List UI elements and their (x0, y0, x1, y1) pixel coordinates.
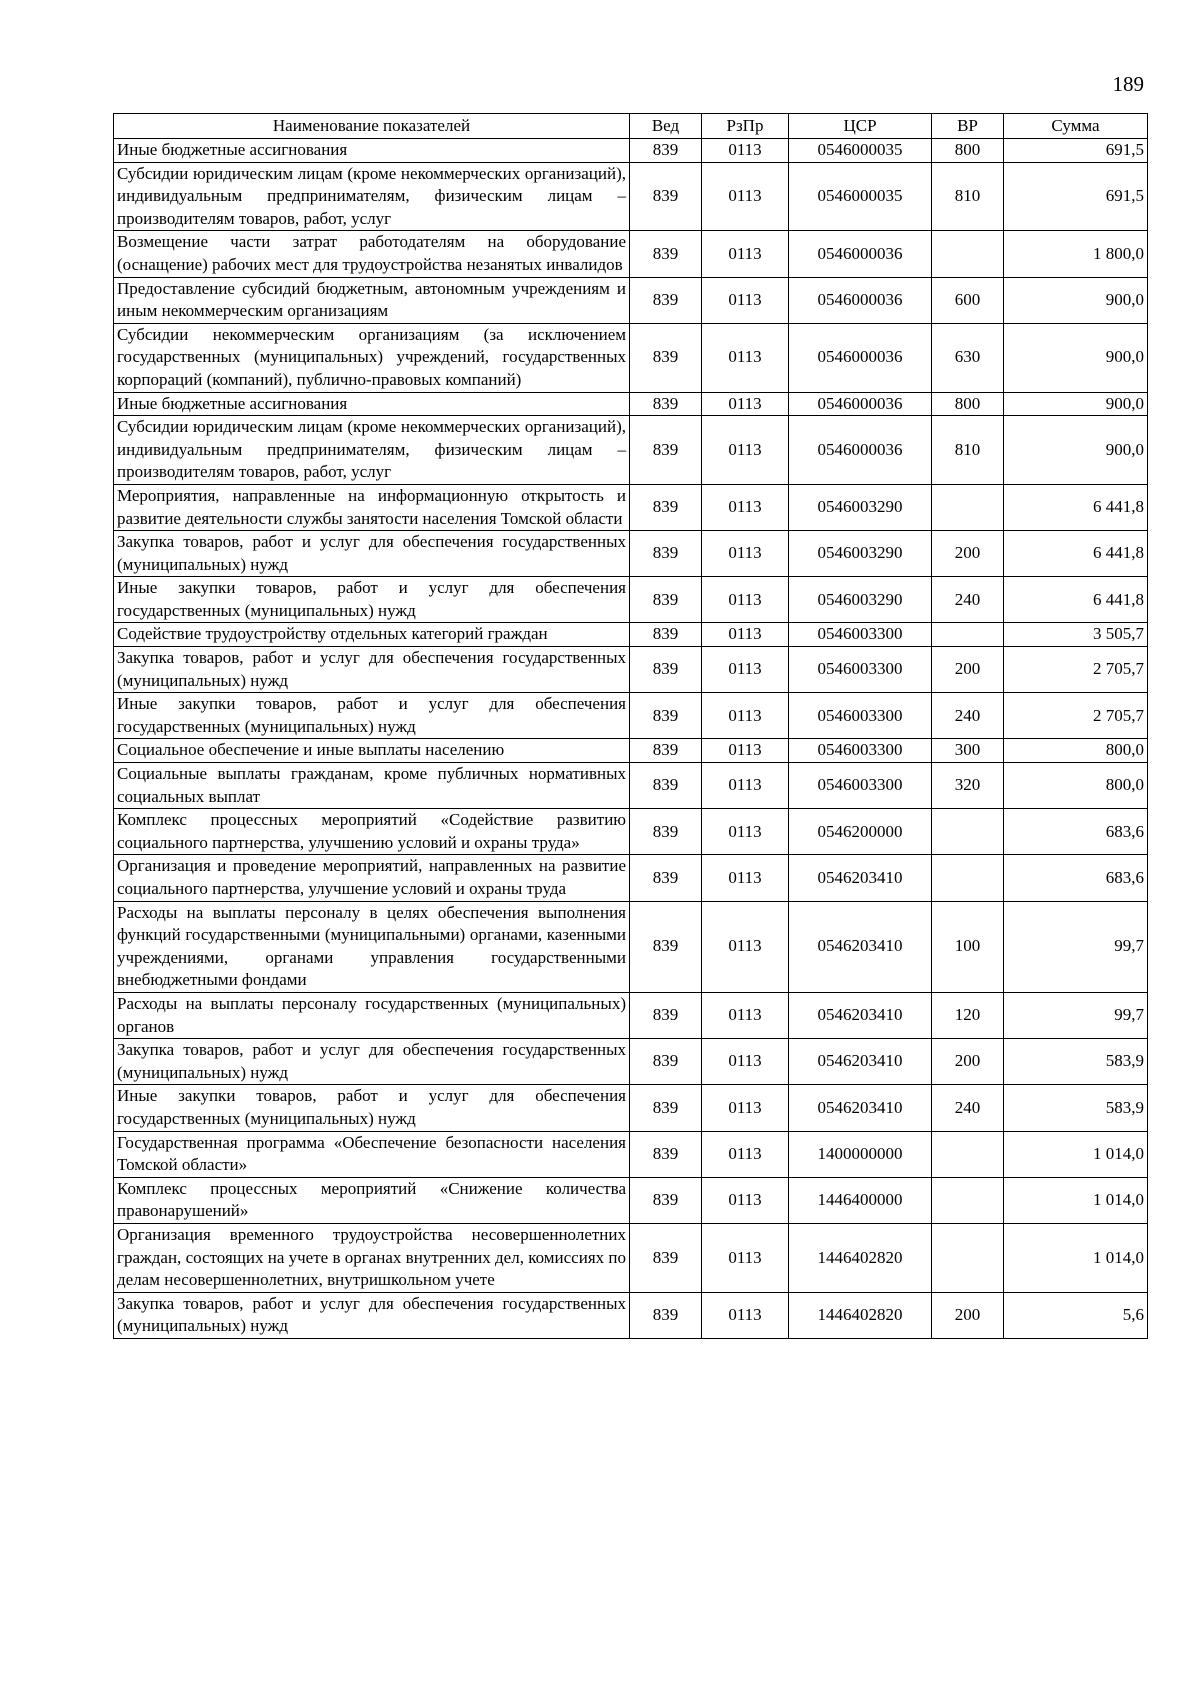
table-row (114, 647, 1148, 693)
cell-sum: 5,6 (1004, 1292, 1148, 1338)
table-row (114, 531, 1148, 577)
cell-csr: 1446400000 (789, 1177, 932, 1223)
cell-sum: 900,0 (1004, 277, 1148, 323)
cell-rzpr: 0113 (702, 1039, 789, 1085)
cell-name: Предоставление субсидий бюджетным, автономным учреждениям и иным некоммерческим организациям (114, 277, 630, 323)
cell-rzpr: 0113 (702, 577, 789, 623)
cell-csr: 0546203410 (789, 855, 932, 901)
cell-vr: 800 (932, 139, 1004, 163)
cell-sum: 99,7 (1004, 992, 1148, 1038)
cell-ved: 839 (630, 139, 702, 163)
cell-vr: 810 (932, 416, 1004, 485)
cell-vr: 200 (932, 647, 1004, 693)
cell-csr: 0546003290 (789, 484, 932, 530)
cell-vr: 240 (932, 693, 1004, 739)
cell-csr: 0546000036 (789, 392, 932, 416)
cell-sum: 900,0 (1004, 416, 1148, 485)
table-row (114, 623, 1148, 647)
cell-csr: 0546003300 (789, 623, 932, 647)
cell-ved: 839 (630, 1131, 702, 1177)
cell-vr (932, 1131, 1004, 1177)
cell-csr: 0546000035 (789, 139, 932, 163)
cell-ved: 839 (630, 277, 702, 323)
cell-vr: 300 (932, 739, 1004, 763)
budget-table (113, 113, 1148, 1339)
cell-ved: 839 (630, 323, 702, 392)
header-vr: ВР (932, 114, 1004, 139)
cell-name: Иные закупки товаров, работ и услуг для обеспечения государственных (муниципальных) нужд (114, 577, 630, 623)
cell-vr: 320 (932, 763, 1004, 809)
cell-sum: 99,7 (1004, 901, 1148, 992)
cell-name: Иные закупки товаров, работ и услуг для обеспечения государственных (муниципальных) нужд (114, 693, 630, 739)
cell-name: Иные бюджетные ассигнования (114, 392, 630, 416)
cell-ved: 839 (630, 392, 702, 416)
cell-ved: 839 (630, 763, 702, 809)
cell-rzpr: 0113 (702, 1292, 789, 1338)
cell-ved: 839 (630, 577, 702, 623)
cell-rzpr: 0113 (702, 763, 789, 809)
table-row (114, 277, 1148, 323)
cell-ved: 839 (630, 484, 702, 530)
table-row (114, 484, 1148, 530)
header-csr: ЦСР (789, 114, 932, 139)
cell-vr: 810 (932, 162, 1004, 231)
cell-vr: 200 (932, 1292, 1004, 1338)
cell-name: Организация и проведение мероприятий, направленных на развитие социального партнерства, улучшение условий и охраны труда (114, 855, 630, 901)
table-row (114, 1223, 1148, 1292)
cell-csr: 0546203410 (789, 992, 932, 1038)
cell-name: Социальные выплаты гражданам, кроме публичных нормативных социальных выплат (114, 763, 630, 809)
cell-ved: 839 (630, 623, 702, 647)
table-row (114, 809, 1148, 855)
cell-rzpr: 0113 (702, 739, 789, 763)
cell-csr: 0546003300 (789, 693, 932, 739)
cell-ved: 839 (630, 1292, 702, 1338)
cell-rzpr: 0113 (702, 416, 789, 485)
cell-name: Государственная программа «Обеспечение безопасности населения Томской области» (114, 1131, 630, 1177)
cell-vr (932, 484, 1004, 530)
cell-ved: 839 (630, 531, 702, 577)
cell-sum: 1 014,0 (1004, 1223, 1148, 1292)
cell-name: Иные бюджетные ассигнования (114, 139, 630, 163)
cell-sum: 1 014,0 (1004, 1131, 1148, 1177)
cell-ved: 839 (630, 693, 702, 739)
cell-ved: 839 (630, 1177, 702, 1223)
cell-rzpr: 0113 (702, 992, 789, 1038)
table-row (114, 992, 1148, 1038)
cell-rzpr: 0113 (702, 162, 789, 231)
table-row (114, 739, 1148, 763)
cell-name: Комплекс процессных мероприятий «Снижение количества правонарушений» (114, 1177, 630, 1223)
table-row (114, 1039, 1148, 1085)
cell-name: Организация временного трудоустройства несовершеннолетних граждан, состоящих на учете в органах внутренних дел, комиссиях по делам несовершеннолетних, внутришкольном учете (114, 1223, 630, 1292)
table-row (114, 162, 1148, 231)
cell-ved: 839 (630, 901, 702, 992)
cell-csr: 0546003300 (789, 647, 932, 693)
cell-rzpr: 0113 (702, 1223, 789, 1292)
cell-vr: 630 (932, 323, 1004, 392)
cell-csr: 1446402820 (789, 1223, 932, 1292)
cell-csr: 0546003300 (789, 763, 932, 809)
cell-sum: 900,0 (1004, 392, 1148, 416)
cell-name: Закупка товаров, работ и услуг для обеспечения государственных (муниципальных) нужд (114, 1039, 630, 1085)
table-row (114, 1177, 1148, 1223)
table-row (114, 1292, 1148, 1338)
cell-sum: 2 705,7 (1004, 693, 1148, 739)
cell-vr (932, 809, 1004, 855)
cell-vr: 800 (932, 392, 1004, 416)
cell-rzpr: 0113 (702, 392, 789, 416)
table-row (114, 577, 1148, 623)
cell-csr: 0546003290 (789, 531, 932, 577)
cell-csr: 0546000036 (789, 323, 932, 392)
cell-rzpr: 0113 (702, 231, 789, 277)
cell-sum: 800,0 (1004, 739, 1148, 763)
cell-csr: 0546203410 (789, 1085, 932, 1131)
cell-name: Расходы на выплаты персоналу государственных (муниципальных) органов (114, 992, 630, 1038)
table-row (114, 392, 1148, 416)
cell-csr: 0546003300 (789, 739, 932, 763)
cell-name: Содействие трудоустройству отдельных категорий граждан (114, 623, 630, 647)
cell-sum: 3 505,7 (1004, 623, 1148, 647)
cell-sum: 1 800,0 (1004, 231, 1148, 277)
cell-ved: 839 (630, 231, 702, 277)
table-row (114, 693, 1148, 739)
header-ved: Вед (630, 114, 702, 139)
cell-vr: 200 (932, 1039, 1004, 1085)
cell-ved: 839 (630, 647, 702, 693)
cell-csr: 0546000035 (789, 162, 932, 231)
cell-rzpr: 0113 (702, 647, 789, 693)
cell-sum: 583,9 (1004, 1039, 1148, 1085)
cell-csr: 1446402820 (789, 1292, 932, 1338)
cell-csr: 0546203410 (789, 901, 932, 992)
table-row (114, 139, 1148, 163)
table-row (114, 231, 1148, 277)
cell-ved: 839 (630, 1085, 702, 1131)
cell-csr: 0546000036 (789, 416, 932, 485)
cell-ved: 839 (630, 416, 702, 485)
cell-name: Социальное обеспечение и иные выплаты населению (114, 739, 630, 763)
cell-csr: 1400000000 (789, 1131, 932, 1177)
table-row (114, 763, 1148, 809)
cell-vr: 240 (932, 577, 1004, 623)
cell-name: Закупка товаров, работ и услуг для обеспечения государственных (муниципальных) нужд (114, 531, 630, 577)
cell-rzpr: 0113 (702, 139, 789, 163)
table-row (114, 323, 1148, 392)
table-row (114, 1131, 1148, 1177)
cell-name: Комплекс процессных мероприятий «Содействие развитию социального партнерства, улучшению условий и охраны труда» (114, 809, 630, 855)
cell-vr (932, 623, 1004, 647)
cell-name: Расходы на выплаты персоналу в целях обеспечения выполнения функций государственными (муниципальными) органами, казенными учреждениями, органами управления государственными внебюджетными фондами (114, 901, 630, 992)
cell-sum: 6 441,8 (1004, 484, 1148, 530)
cell-csr: 0546000036 (789, 231, 932, 277)
cell-rzpr: 0113 (702, 531, 789, 577)
cell-name: Закупка товаров, работ и услуг для обеспечения государственных (муниципальных) нужд (114, 1292, 630, 1338)
cell-vr: 600 (932, 277, 1004, 323)
cell-sum: 683,6 (1004, 855, 1148, 901)
cell-vr (932, 1223, 1004, 1292)
cell-vr: 200 (932, 531, 1004, 577)
cell-rzpr: 0113 (702, 693, 789, 739)
cell-sum: 6 441,8 (1004, 577, 1148, 623)
header-sum: Сумма (1004, 114, 1148, 139)
cell-name: Субсидии некоммерческим организациям (за исключением государственных (муниципальных) учреждений, государственных корпораций (компаний), публично-правовых компаний) (114, 323, 630, 392)
cell-sum: 583,9 (1004, 1085, 1148, 1131)
cell-rzpr: 0113 (702, 901, 789, 992)
cell-vr (932, 855, 1004, 901)
table-row (114, 901, 1148, 992)
cell-ved: 839 (630, 1039, 702, 1085)
cell-csr: 0546003290 (789, 577, 932, 623)
table-row (114, 1085, 1148, 1131)
cell-name: Иные закупки товаров, работ и услуг для обеспечения государственных (муниципальных) нужд (114, 1085, 630, 1131)
table-row (114, 855, 1148, 901)
cell-sum: 2 705,7 (1004, 647, 1148, 693)
cell-rzpr: 0113 (702, 623, 789, 647)
cell-sum: 6 441,8 (1004, 531, 1148, 577)
cell-sum: 683,6 (1004, 809, 1148, 855)
cell-sum: 800,0 (1004, 763, 1148, 809)
cell-name: Возмещение части затрат работодателям на оборудование (оснащение) рабочих мест для трудоустройства незанятых инвалидов (114, 231, 630, 277)
cell-name: Субсидии юридическим лицам (кроме некоммерческих организаций), индивидуальным предпринимателям, физическим лицам – производителям товаров, работ, услуг (114, 416, 630, 485)
cell-vr (932, 1177, 1004, 1223)
cell-vr: 100 (932, 901, 1004, 992)
table-row (114, 416, 1148, 485)
cell-name: Мероприятия, направленные на информационную открытость и развитие деятельности службы занятости населения Томской области (114, 484, 630, 530)
cell-name: Субсидии юридическим лицам (кроме некоммерческих организаций), индивидуальным предпринимателям, физическим лицам – производителям товаров, работ, услуг (114, 162, 630, 231)
cell-rzpr: 0113 (702, 1131, 789, 1177)
cell-ved: 839 (630, 855, 702, 901)
cell-vr: 240 (932, 1085, 1004, 1131)
cell-ved: 839 (630, 1223, 702, 1292)
cell-rzpr: 0113 (702, 484, 789, 530)
cell-csr: 0546000036 (789, 277, 932, 323)
cell-rzpr: 0113 (702, 277, 789, 323)
cell-sum: 900,0 (1004, 323, 1148, 392)
cell-sum: 1 014,0 (1004, 1177, 1148, 1223)
cell-name: Закупка товаров, работ и услуг для обеспечения государственных (муниципальных) нужд (114, 647, 630, 693)
cell-sum: 691,5 (1004, 162, 1148, 231)
cell-rzpr: 0113 (702, 809, 789, 855)
cell-csr: 0546200000 (789, 809, 932, 855)
cell-sum: 691,5 (1004, 139, 1148, 163)
cell-vr (932, 231, 1004, 277)
cell-csr: 0546203410 (789, 1039, 932, 1085)
cell-vr: 120 (932, 992, 1004, 1038)
cell-ved: 839 (630, 162, 702, 231)
table-header-row (114, 114, 1148, 139)
cell-rzpr: 0113 (702, 1085, 789, 1131)
header-name: Наименование показателей (114, 114, 630, 139)
cell-ved: 839 (630, 739, 702, 763)
page-number: 189 (1112, 72, 1144, 96)
cell-rzpr: 0113 (702, 1177, 789, 1223)
cell-ved: 839 (630, 809, 702, 855)
cell-rzpr: 0113 (702, 855, 789, 901)
cell-rzpr: 0113 (702, 323, 789, 392)
cell-ved: 839 (630, 992, 702, 1038)
header-rzpr: РзПр (702, 114, 789, 139)
